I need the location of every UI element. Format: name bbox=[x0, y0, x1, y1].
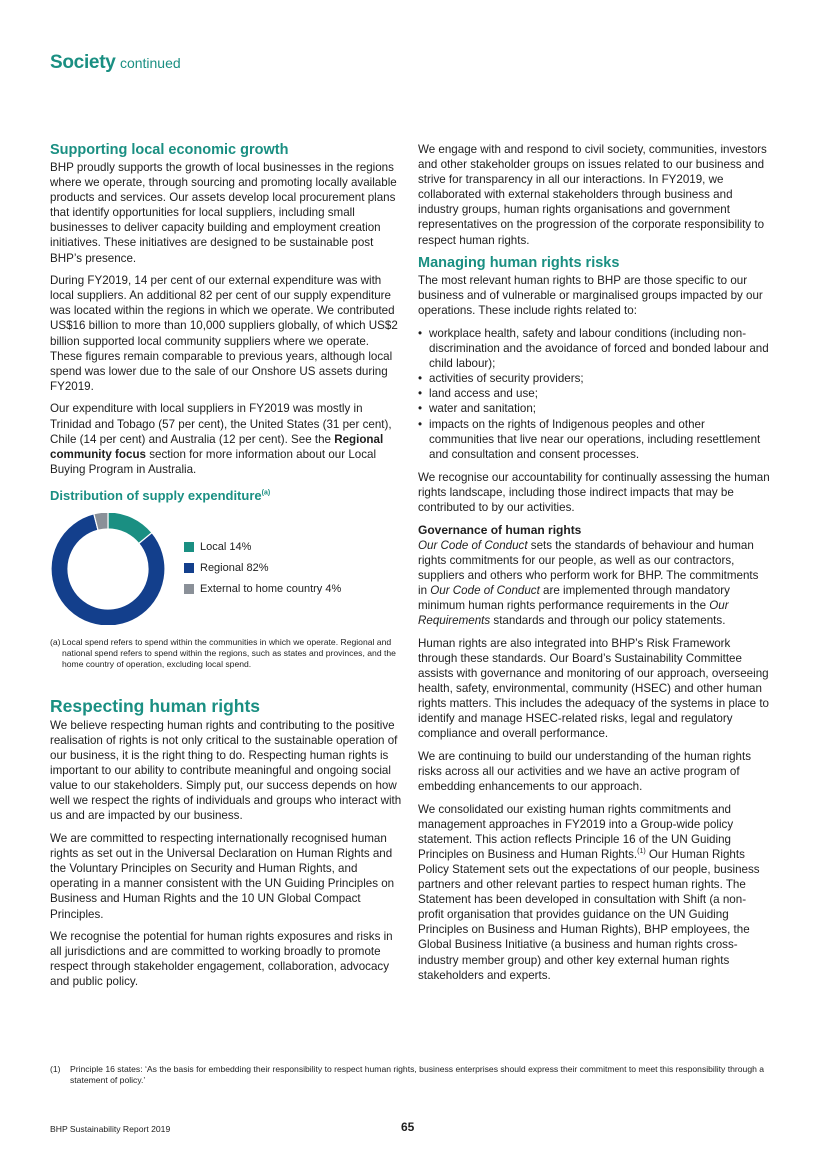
footnote: (1) Principle 16 states: ‘As the basis for embedding their responsibility to respect human rights, business enterprises should express their commitment to meet this responsibility through a statement of policy.’ bbox=[50, 1064, 765, 1085]
governance-paragraph-2: Human rights are also integrated into BHP’s Risk Framework through these standards. Our Board’s Sustainability Committee assists with governance and monitoring of our approach, overseeing health, safety, environmental, community (HSEC) and other human rights matters. This includes the adequacy of the systems in place to identify and manage HSEC-related risks, legal and regulatory compliance and overall performance. bbox=[418, 636, 769, 741]
legend-swatch bbox=[184, 584, 194, 594]
governance-paragraph-3: We are continuing to build our understanding of the human rights risks across all our activities and we have an active program of embedding enhancements to our approach. bbox=[418, 749, 751, 793]
chart-legend bbox=[184, 537, 341, 600]
growth-paragraph-2: During FY2019, 14 per cent of our external expenditure was with local suppliers. An additional 82 per cent of our supply expenditure was located within the regions in which we operate. We contributed US$16 billion to more than 10,000 suppliers globally, of which US$2 billion supported local community suppliers where we operate. These figures remain comparable to previous years, although local spend was lower due to the sale of our Onshore US assets during FY2019. bbox=[50, 274, 398, 393]
regional-community-focus-ref: Regional community focus bbox=[50, 432, 384, 461]
right-column bbox=[418, 142, 770, 990]
growth-paragraph-1: BHP proudly supports the growth of local businesses in the regions where we operate, through sourcing and promoting locally available products and services. Our assets develop local procurement plans that identify opportunities for local suppliers, including small businesses to deliver capacity building and employment creation initiatives. These initiatives are designed to be sustainable post BHP’s presence. bbox=[50, 161, 397, 265]
list-item: • activities of security providers; bbox=[418, 371, 770, 386]
rights-list bbox=[418, 326, 770, 462]
chart-heading: Distribution of supply expenditure$^{(a)}$ bbox=[50, 487, 271, 503]
page-number: 65 bbox=[401, 1120, 415, 1134]
list-item: • workplace health, safety and labour conditions (including non-discrimination and the avoidance of forced and bonded labour and child labour); bbox=[418, 326, 770, 371]
rights-paragraph-1: We believe respecting human rights and contributing to the positive realisation of rights is not only critical to the sustainable operation of our business, it is the right thing to do. Respecting human rights is important to our ability to contribute meaningful and ongoing social value to our stakeholders. Simply put, our success depends on how well we respect the rights of individuals and groups who interact with us and are impacted by our business. bbox=[50, 718, 402, 823]
governance-heading: Governance of human rights bbox=[418, 522, 582, 537]
section-title: Society bbox=[50, 52, 116, 73]
rights-paragraph-3: We recognise the potential for human rights exposures and risks in all jurisdictions and are committed to working broadly to promote respect through stakeholder engagement, collaboration, advocacy and public policy. bbox=[50, 930, 393, 989]
supply-expenditure-chart bbox=[50, 513, 403, 625]
managing-paragraph-2: We recognise our accountability for continually assessing the human rights landscape, including those indirect impacts that may be contributed to by our activities. bbox=[418, 470, 770, 514]
list-item: • land access and use; bbox=[418, 386, 770, 401]
footnote-ref: (1) bbox=[637, 847, 646, 855]
managing-heading: Managing human rights risks bbox=[418, 255, 620, 272]
legend-swatch bbox=[184, 542, 194, 552]
legend-label: External to home country 4% bbox=[200, 583, 342, 596]
list-item: • water and sanitation; bbox=[418, 401, 770, 416]
report-name: BHP Sustainability Report 2019 bbox=[50, 1124, 171, 1134]
list-item: • impacts on the rights of Indigenous peoples and other communities that live near our operations, including resettlement and consultation and consent processes. bbox=[418, 417, 770, 462]
page-header bbox=[50, 52, 181, 74]
left-column bbox=[50, 142, 403, 997]
chart-note: (a) Local spend refers to spend within the communities in which we operate. Regional and national spend refers to spend within the regions, such as states and provinces, and the home country of operation, excluding local spend. bbox=[50, 636, 396, 669]
engage-paragraph: We engage with and respond to civil society, communities, investors and other stakeholder groups on issues related to our business and strive for transparency in all our interactions. In FY2019, we collaborated with external stakeholders through business and industry groups, human rights organisations and government representatives on the progression of the corporate responsibility to respect human rights. bbox=[418, 143, 767, 247]
growth-heading: Supporting local economic growth bbox=[50, 142, 289, 158]
donut-chart bbox=[50, 513, 170, 625]
legend-label: Regional 82% bbox=[200, 562, 269, 575]
governance-paragraph-4: We consolidated our existing human rights commitments and management approaches in FY2019 into a Group-wide policy statement. This action reflects Principle 16 of the UN Guiding Principles on Business and Human Rights.$^{(1)}$ Our Human Rights Policy Statement sets out the expectations of our people, business partners and other relevant parties to respect human rights. The Statement has been developed in consultation with Shift (a non-profit organisation that provides guidance on the UN Guiding Principles on Business and Human Rights), BHP employees, the Global Business Initiative (a business and human rights cross-industry member group) and other key external human rights stakeholders and experts. bbox=[418, 802, 760, 982]
legend-item bbox=[184, 579, 341, 600]
rights-heading: Respecting human rights bbox=[50, 695, 261, 716]
managing-paragraph-1: The most relevant human rights to BHP are those specific to our business and of vulnerable or marginalised groups impacted by our operations. These include rights related to: bbox=[418, 274, 763, 318]
legend-label: Local 14% bbox=[200, 541, 252, 554]
legend-item bbox=[184, 537, 341, 558]
section-continued: continued bbox=[119, 55, 181, 71]
rights-paragraph-2: We are committed to respecting internationally recognised human rights as set out in the Universal Declaration on Human Rights and the Voluntary Principles on Security and Human Rights, and operating in a manner consistent with the UN Guiding Principles on Business and Human Rights and the 10 UN Global Compact Principles. bbox=[50, 832, 395, 921]
growth-paragraph-3: Our expenditure with local suppliers in FY2019 was mostly in Trinidad and Tobago (57 per cent), the United States (31 per cent), Chile (14 per cent) and Australia (12 per cent). See the Regional community focus section for more information about our Local Buying Program in Australia. bbox=[50, 402, 392, 476]
legend-item bbox=[184, 558, 341, 579]
legend-swatch bbox=[184, 563, 194, 573]
governance-paragraph-1: Our Code of Conduct sets the standards of behaviour and human rights commitments for our people, as well as our contractors, suppliers and others who perform work for BHP. The commitments in Our Code of Conduct are implemented through mandatory minimum human rights performance requirements in the Our Requirements standards and through our policy statements. bbox=[418, 538, 759, 628]
